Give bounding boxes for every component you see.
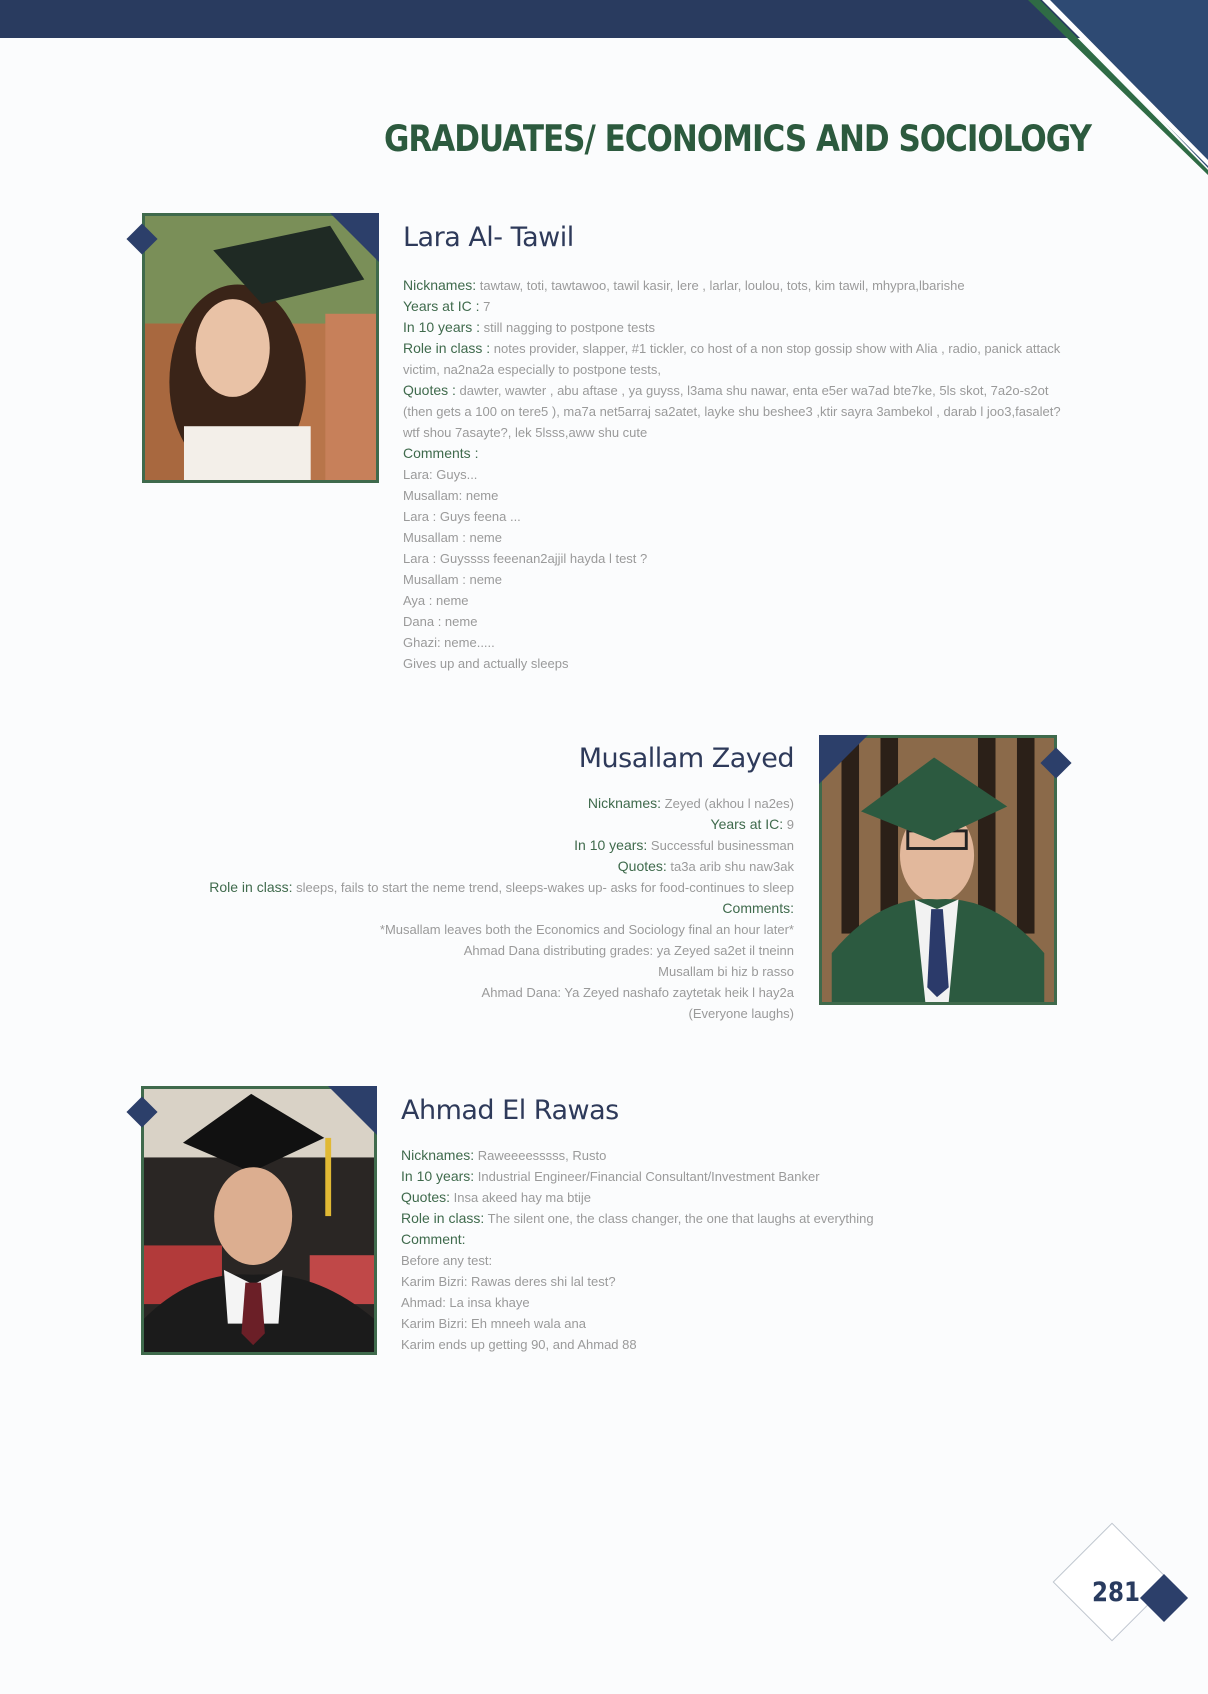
comment-line: Before any test: <box>401 1253 493 1268</box>
graduate-name: Lara Al- Tawil <box>403 222 574 253</box>
nicknames-row: Nicknames: Raweeeesssss, Rusto <box>401 1147 607 1163</box>
comment-line: Lara : Guys feena ... <box>403 509 521 524</box>
comment-line: Musallam : neme <box>403 572 502 587</box>
comment-line: Musallam bi hiz b rasso <box>658 964 794 979</box>
ten-years-row: In 10 years: Successful businessman <box>574 837 794 853</box>
quotes-row: Quotes: Insa akeed hay ma btije <box>401 1189 591 1205</box>
comment-line: Musallam : neme <box>403 530 502 545</box>
page-number: 281 <box>1092 1578 1141 1608</box>
comments-heading: Comments: <box>722 900 794 916</box>
nicknames-row: Nicknames: Zeyed (akhou l na2es) <box>587 795 794 811</box>
comment-line: Lara : Guyssss feeenan2ajjil hayda l test ? <box>403 551 648 566</box>
graduate-name: Ahmad El Rawas <box>401 1095 619 1126</box>
role-row: Role in class: sleeps, fails to start the neme trend, sleeps-wakes up- asks for food-continues to sleep <box>209 879 794 895</box>
graduate-details-ahmad <box>401 1145 1076 1355</box>
comment-line: Karim ends up getting 90, and Ahmad 88 <box>401 1337 637 1352</box>
ten-years-row: In 10 years : still nagging to postpone tests <box>403 319 655 335</box>
top-banner <box>0 0 1208 38</box>
ten-years-row: In 10 years: Industrial Engineer/Financial Consultant/Investment Banker <box>401 1168 820 1184</box>
graduate-name: Musallam Zayed <box>578 743 794 774</box>
nicknames-row: Nicknames: tawtaw, toti, tawtawoo, tawil kasir, lere , larlar, loulou, tots, kim tawil, mhypra,lbarishe <box>403 277 965 293</box>
comment-line: *Musallam leaves both the Economics and Sociology final an hour later* <box>379 922 794 937</box>
years-row: Years at IC : 7 <box>403 298 491 314</box>
comment-line: Ghazi: neme..... <box>403 635 495 650</box>
comment-line: Ahmad Dana: Ya Zeyed nashafo zaytetak heik l hay2a <box>481 985 794 1000</box>
photo-corner-ahmad <box>328 1086 377 1135</box>
comment-line: Karim Bizri: Eh mneeh wala ana <box>401 1316 586 1331</box>
years-row: Years at IC: 9 <box>710 816 794 832</box>
graduate-details-musallam <box>154 793 794 1024</box>
comment-line: Aya : neme <box>403 593 469 608</box>
section-title: GRADUATES/ ECONOMICS AND SOCIOLOGY <box>383 118 1091 161</box>
comment-line: Ahmad Dana distributing grades: ya Zeyed sa2et il tneinn <box>463 943 794 958</box>
graduate-details-lara <box>403 275 1078 674</box>
role-row: Role in class: The silent one, the class changer, the one that laughs at everything <box>401 1210 874 1226</box>
comment-line: Dana : neme <box>403 614 478 629</box>
quotes-row: Quotes : dawter, wawter , abu aftase , ya guyss, l3ama shu nawar, enta e5er wa7ad bte7ke, 5ls skot, 7a2o-s2ot (then gets a 100 on tere5 ), ma7a net5arraj sa2atet, layke shu beshee3 ,ktir sayra 3ambekol , darab l joo3,fasalet? wtf shou 7asayte?, lek 5lsss,aww shu cute <box>403 382 1061 440</box>
comments-heading: Comment: <box>401 1231 466 1247</box>
quotes-row: Quotes: ta3a arib shu naw3ak <box>617 858 794 874</box>
comment-line: Lara: Guys... <box>403 467 478 482</box>
role-row: Role in class : notes provider, slapper, #1 tickler, co host of a non stop gossip show with Alia , radio, panick attack victim, na2na2a especially to postpone tests, <box>403 340 1061 377</box>
photo-corner-musallam <box>819 735 868 784</box>
comment-line: (Everyone laughs) <box>688 1006 794 1021</box>
comment-line: Gives up and actually sleeps <box>403 656 569 671</box>
comments-heading: Comments : <box>403 445 479 461</box>
comment-line: Musallam: neme <box>403 488 499 503</box>
comment-line: Karim Bizri: Rawas deres shi lal test? <box>401 1274 616 1289</box>
comment-line: Ahmad: La insa khaye <box>401 1295 530 1310</box>
photo-corner-lara <box>330 213 379 262</box>
